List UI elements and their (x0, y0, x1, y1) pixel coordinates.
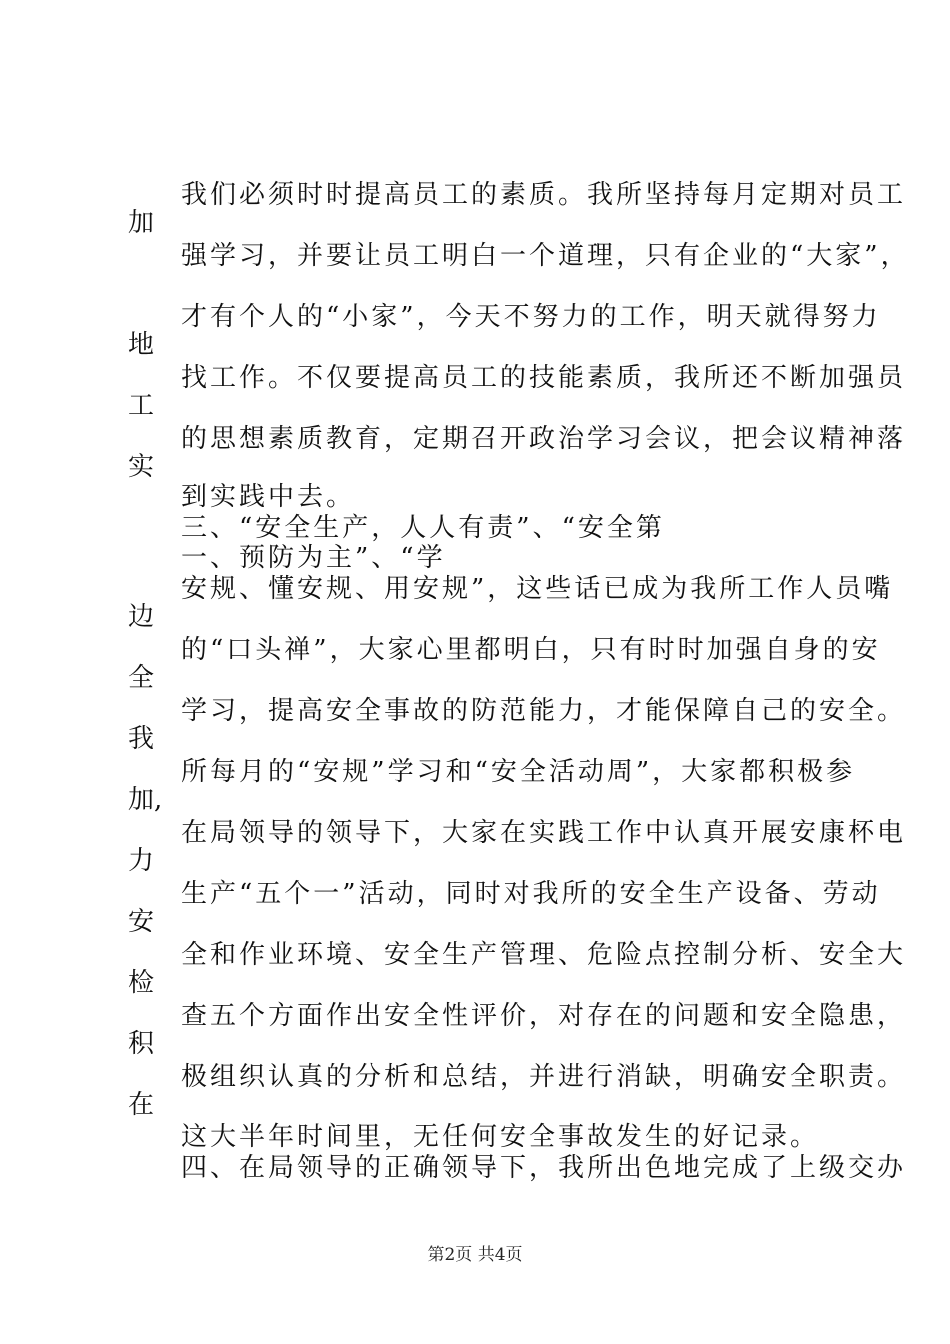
body-line: 安规、懂安规、用安规”，这些话已成为我所工作人员嘴 (181, 574, 894, 604)
body-line: 才有个人的“小家”，今天不努力的工作，明天就得努力 (181, 302, 881, 332)
body-line: 强学习，并要让员工明白一个道理，只有企业的“大家”， (181, 241, 910, 271)
margin-char: 加 (128, 208, 155, 238)
body-line: 所每月的“安规”学习和“安全活动周”，大家都积极参 (181, 757, 856, 787)
body-line: 全和作业环境、安全生产管理、危险点控制分析、安全大 (181, 940, 907, 970)
body-line: 三、“安全生产，人人有责”、“安全第 (181, 513, 665, 543)
margin-char: 边 (128, 602, 155, 632)
body-line: 一、预防为主”、“学 (181, 543, 446, 573)
body-line: 我们必须时时提高员工的素质。我所坚持每月定期对员工 (181, 180, 907, 210)
margin-char: 安 (128, 907, 155, 937)
body-line: 到实践中去。 (181, 482, 356, 512)
margin-char: 在 (128, 1090, 155, 1120)
body-line: 的思想素质教育，定期召开政治学习会议，把会议精神落 (181, 424, 907, 454)
margin-char: 全 (128, 663, 155, 693)
body-line: 的“口头禅”，大家心里都明白，只有时时加强自身的安 (181, 635, 881, 665)
body-line: 找工作。不仅要提高员工的技能素质，我所还不断加强员 (181, 363, 907, 393)
margin-char: 工 (128, 391, 155, 421)
margin-char: 加, (128, 785, 163, 815)
body-line: 学习，提高安全事故的防范能力，才能保障自己的安全。 (181, 696, 907, 726)
margin-char: 地 (128, 330, 155, 360)
margin-char: 积 (128, 1029, 155, 1059)
body-line: 生产“五个一”活动，同时对我所的安全生产设备、劳动 (181, 879, 881, 909)
body-line: 查五个方面作出安全性评价，对存在的问题和安全隐患， (181, 1001, 907, 1031)
body-line: 在局领导的领导下，大家在实践工作中认真开展安康杯电 (181, 818, 907, 848)
margin-char: 检 (128, 968, 155, 998)
margin-char: 力 (128, 846, 155, 876)
margin-char: 实 (128, 452, 155, 482)
margin-char: 我 (128, 724, 155, 754)
body-line: 四、在局领导的正确领导下，我所出色地完成了上级交办 (181, 1153, 907, 1183)
page-footer: 第2页 共4页 (427, 1245, 523, 1265)
body-line: 极组织认真的分析和总结，并进行消缺，明确安全职责。 (181, 1062, 907, 1092)
body-line: 这大半年时间里，无任何安全事故发生的好记录。 (181, 1122, 820, 1152)
